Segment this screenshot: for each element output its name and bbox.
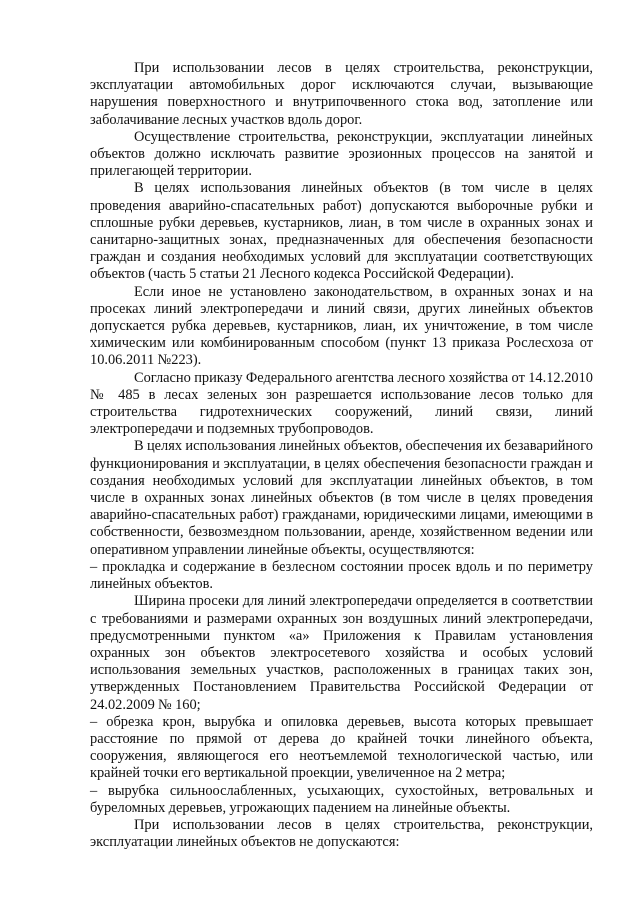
paragraph-protected-zones: Если иное не установлено законодательством, в охранных зонах и на просеках линий электропередачи и линий связи, других линейных объектов допускается рубка деревьев, кустарников, лиан, их уничтожение, в том числе химическим или комбинированным способом (пункт 13 приказа Рослесхоза от 10.06.2011 №223). (90, 283, 593, 369)
paragraph-road-drainage: При использовании лесов в целях строительства, реконструкции, эксплуатации автомобильных дорог исключаются случаи, вызывающие нарушения поверхностного и внутрипочвенного стока вод, затопление или заболачивание лесных участков вдоль дорог. (90, 60, 593, 128)
paragraph-green-zones: Согласно приказу Федерального агентства лесного хозяйства от 14.12.2010 № 485 в лесах зеленых зон разрешается использование лесов только для строительства гидротехнических сооружений, линий связи, линий электропередачи и подземных трубопроводов. (90, 369, 593, 438)
paragraph-operations-intro: В целях использования линейных объектов, обеспечения их безаварийного функционирования и эксплуатации, в целях обеспечения безопасности граждан и создания необходимых условий для эксплуатации линейных объектов, в том числе в охранных зонах линейных объектов (в том числе в целях проведения аварийно-спасательных работ) гражданами, юридическими лицами, имеющими в собственности, безвозмездном пользовании, аренде, хозяйственном ведении или оперативном управлении линейные объекты, осуществляются: (90, 438, 593, 558)
list-item-crown-pruning: – обрезка крон, вырубка и опиловка деревьев, высота которых превышает расстояние по прямой от дерева до крайней точки линейного объекта, сооружения, являющегося его неотъемлемой технологической частью, или крайней точки его вертикальной проекции, увеличенное на 2 метра; (90, 713, 593, 782)
paragraph-not-allowed-intro: При использовании лесов в целях строительства, реконструкции, эксплуатации линейных объектов не допускаются: (90, 816, 593, 851)
list-item-clearings: – прокладка и содержание в безлесном состоянии просек вдоль и по периметру линейных объектов. (90, 558, 593, 593)
paragraph-clearing-width: Ширина просеки для линий электропередачи определяется в соответствии с требованиями и размерами охранных зон воздушных линий электропередачи, предусмотренными пунктом «а» Приложения к Правилам установления охранных зон объектов электросетевого хозяйства и особых условий использования земельных участков, расположенных в границах таких зон, утвержденных Постановлением Правительства Российской Федерации от 24.02.2009 № 160; (90, 593, 593, 713)
paragraph-cutting-permitted: В целях использования линейных объектов (в том числе в целях проведения аварийно-спасательных работ) допускаются выборочные рубки и сплошные рубки деревьев, кустарников, лиан, в том числе в охранных зонах и санитарно-защитных зонах, предназначенных для обеспечения безопасности граждан и создания необходимых условий для эксплуатации соответствующих объектов (часть 5 статьи 21 Лесного кодекса Российской Федерации). (90, 180, 593, 283)
list-item-weak-trees: – вырубка сильноослабленных, усыхающих, сухостойных, ветровальных и буреломных деревьев, угрожающих падением на линейные объекты. (90, 782, 593, 816)
paragraph-erosion: Осуществление строительства, реконструкции, эксплуатации линейных объектов должно исключать развитие эрозионных процессов на занятой и прилегающей территории. (90, 128, 593, 180)
document-body (90, 60, 593, 851)
